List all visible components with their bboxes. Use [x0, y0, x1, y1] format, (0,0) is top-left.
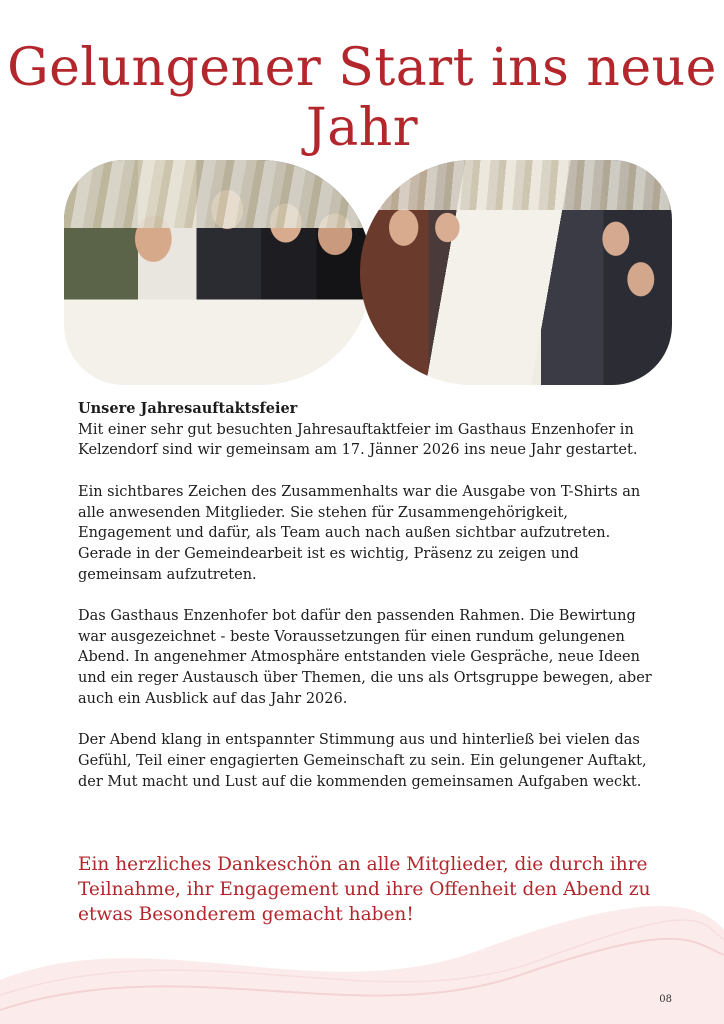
article-paragraph: Das Gasthaus Enzenhofer bot dafür den passenden Rahmen. Die Bewirtung war ausgezeichnet - beste Voraussetzungen für einen rundum gelungenen Abend. In angenehmer Atmosphäre entstanden viele Gespräche, neue Ideen und ein reger Austausch über Themen, die uns als Ortsgruppe bewegen, aber auch ein Ausblick auf das Jahr 2026. [78, 608, 652, 707]
photo-long-table [360, 160, 672, 385]
closing-thanks: Ein herzliches Dankeschön an alle Mitglieder, die durch ihre Teilnahme, ihr Engagement und ihre Offenheit den Abend zu etwas Besonderem gemacht haben! [78, 854, 651, 925]
article-paragraph: Der Abend klang in entspannter Stimmung aus und hinterließ bei vielen das Gefühl, Teil einer engagierten Gemeinschaft zu sein. Ein gelungener Auftakt, der Mut macht und Lust auf die kommenden gemeinsamen Aufgaben weckt. [78, 732, 647, 790]
article-paragraph: Ein sichtbares Zeichen des Zusammenhalts war die Ausgabe von T-Shirts an alle anwesenden Mitglieder. Sie stehen für Zusammengehörigkeit, Engagement und dafür, als Team auch nach außen sichtbar aufzutreten. Gerade in der Gemeindearbeit ist es wichtig, Präsenz zu zeigen und gemeinsam aufzutreten. [78, 483, 641, 583]
photo-collage [64, 160, 672, 385]
article-paragraph: Mit einer sehr gut besuchten Jahresauftaktfeier im Gasthaus Enzenhofer in Kelzendorf sind wir gemeinsam am 17. Jänner 2026 ins neue Jahr gestartet. [78, 421, 638, 459]
article-heading: Unsere Jahresauftaktsfeier [78, 400, 298, 417]
page-number: 08 [659, 994, 672, 1005]
page-title: Gelungener Start ins neue Jahr [7, 38, 717, 158]
article-body [78, 399, 658, 813]
photo-group-table [64, 160, 372, 385]
